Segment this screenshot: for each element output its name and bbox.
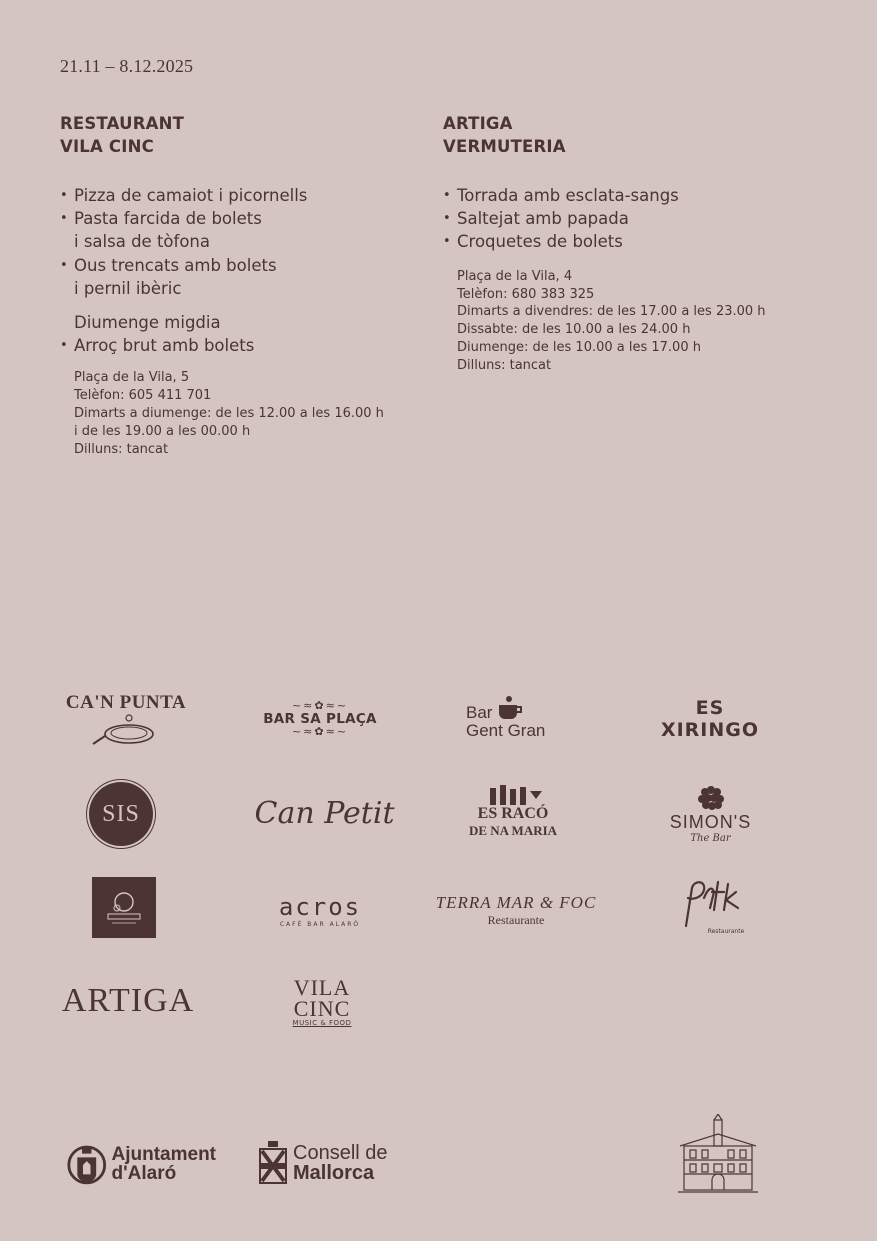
dish-item: • Ous trencats amb bolets <box>60 254 460 277</box>
logo-el-bicycle-emblem <box>91 876 157 939</box>
dish-item-continuation: i salsa de tòfona <box>74 232 210 252</box>
logo-sis: SIS <box>86 780 156 848</box>
bottles-icon <box>478 785 548 805</box>
restaurant-name: ARTIGA VERMUTERIA <box>443 114 566 156</box>
closed-day: Dilluns: tancat <box>74 441 169 457</box>
ornament-icon: ~≈✿≈~ <box>291 725 349 738</box>
hours: Dissabte: de les 10.00 a les 24.00 h <box>457 322 691 338</box>
logo-bar-sa-placa: ~≈✿≈~ BAR SA PLAÇA ~≈✿≈~ <box>263 699 377 738</box>
logo-artiga: ARTIGA <box>61 982 195 1019</box>
hours: Dimarts a divendres: de les 17.00 a les 23.00 h <box>457 304 766 320</box>
hours: Diumenge: de les 10.00 a les 17.00 h <box>457 340 701 356</box>
restaurant-artiga <box>443 112 863 375</box>
phone: Telèfon: 605 411 701 <box>74 388 212 404</box>
consell-emblem-icon <box>258 1141 288 1185</box>
dish-item: • Croquetes de bolets <box>443 230 863 253</box>
dish-item-continuation: i pernil ibèric <box>74 278 182 298</box>
logo-terra-mar-foc: TERRA MAR & FOC Restaurante <box>435 892 597 927</box>
dish-item: • Torrada amb esclata-sangs <box>443 184 863 207</box>
coffee-cup-icon <box>494 696 524 722</box>
address: Plaça de la Vila, 5 <box>74 370 190 386</box>
dish-list <box>443 184 863 254</box>
dish-item: • Pizza de camaiot i picornells <box>60 184 460 207</box>
restaurant-vila-cinc <box>60 112 460 459</box>
logo-es-raco-de-na-maria: ES RACÓ DE NA MARIA <box>468 778 558 846</box>
restaurant-name: RESTAURANT VILA CINC <box>60 114 185 156</box>
logo-can-punta: CA'N PUNTA <box>66 688 186 754</box>
coat-of-arms-icon <box>66 1139 108 1189</box>
closed-day: Dilluns: tancat <box>457 358 552 374</box>
date-range: 21.11 – 8.12.2025 <box>60 56 194 76</box>
dish-list <box>60 184 460 300</box>
hours: Dimarts a diumenge: de les 12.00 a les 16.00 h <box>74 406 384 422</box>
town-hall-icon <box>676 1114 760 1196</box>
dish-item: • Saltejat amb papada <box>443 207 863 230</box>
grapes-icon <box>696 786 726 812</box>
logo-acros: acros CAFÈ BAR ALARÓ <box>278 892 362 928</box>
dish-subheading: Diumenge migdia <box>74 313 221 333</box>
patka-signature-icon <box>678 878 744 928</box>
logo-es-xiringo: ES XIRINGO <box>660 697 760 741</box>
address: Plaça de la Vila, 4 <box>457 268 573 284</box>
town-hall-illustration <box>676 1114 760 1196</box>
logo-can-petit: Can Petit <box>254 795 395 831</box>
contact-info <box>457 268 863 375</box>
logo-simons: SIMON'S The Bar <box>663 782 758 848</box>
phone: Telèfon: 680 383 325 <box>457 286 595 302</box>
dish-list-sunday <box>60 334 460 357</box>
hours: i de les 19.00 a les 00.00 h <box>74 423 251 439</box>
skillet-icon <box>91 714 161 750</box>
logo-patka: Restaurante <box>673 874 749 938</box>
dish-item: • Arroç brut amb bolets <box>60 334 460 357</box>
ornament-icon: ~≈✿≈~ <box>291 699 349 712</box>
contact-info <box>74 369 460 459</box>
logo-bar-gent-gran: Bar Gent Gran <box>466 690 566 746</box>
logo-consell-de-mallorca: Consell de Mallorca <box>258 1139 398 1187</box>
logo-ajuntament-alaro: Ajuntament d'Alaró <box>66 1138 216 1190</box>
dish-item: • Pasta farcida de bolets <box>60 207 460 230</box>
bicycle-icon <box>104 890 144 926</box>
logo-vila-cinc: VILA CINC MUSIC & FOOD <box>292 975 352 1027</box>
